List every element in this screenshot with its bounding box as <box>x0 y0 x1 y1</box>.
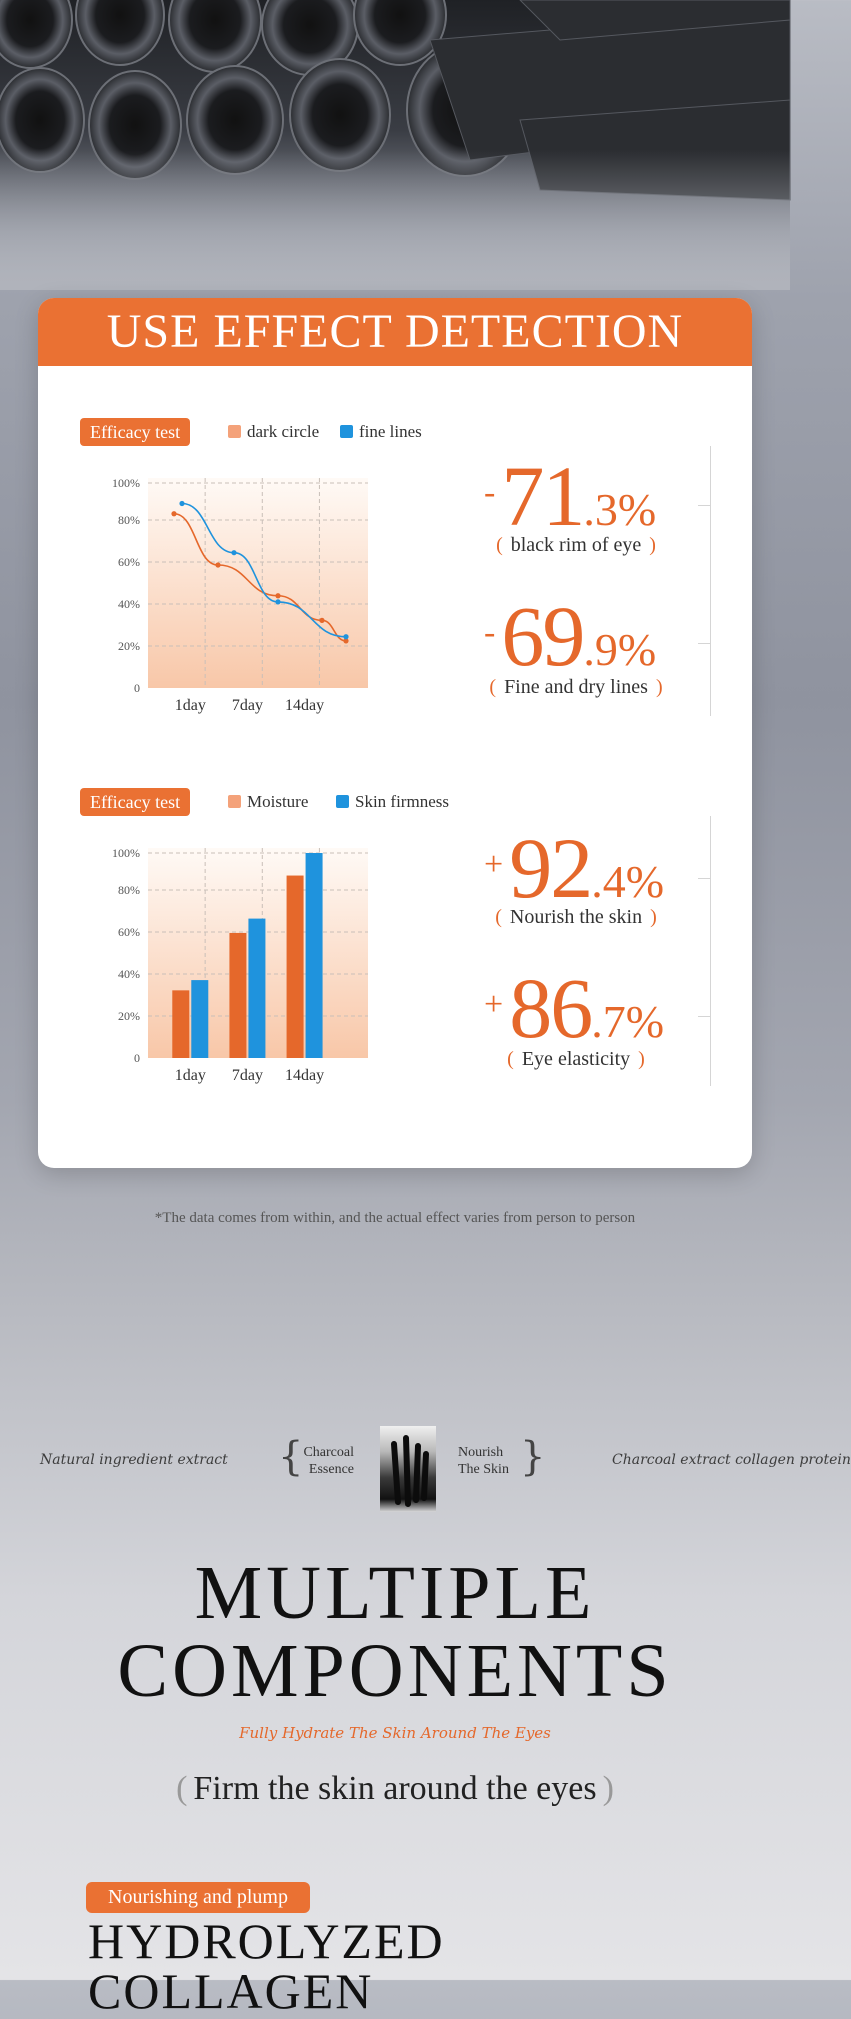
stat-fine-lines <box>484 586 656 686</box>
bar-chart <box>78 828 398 1098</box>
bar <box>172 990 189 1058</box>
stat-black-rim <box>484 446 656 546</box>
brace-close: } <box>520 1434 546 1480</box>
data-point <box>231 550 236 555</box>
nourishing-pill: Nourishing and plump <box>86 1882 310 1913</box>
data-point <box>343 634 348 639</box>
stat-divider <box>710 816 711 1086</box>
legend-label: Moisture <box>247 792 309 811</box>
bracket-open: ( <box>507 1048 514 1070</box>
divider-tick <box>698 505 710 506</box>
stat-elasticity <box>484 958 664 1058</box>
caption-fine-lines <box>456 676 696 699</box>
stat-sign: - <box>484 474 496 511</box>
data-point <box>319 618 324 623</box>
y-tick-label: 40% <box>118 597 140 611</box>
bracket-open: ( <box>489 676 497 698</box>
hero-charcoal-image <box>0 0 790 290</box>
data-point <box>171 511 176 516</box>
legend-label: fine lines <box>359 422 422 441</box>
stat-nourish <box>484 818 664 918</box>
legend-skin-firmness <box>336 792 449 812</box>
label-line: Essence <box>308 1462 354 1477</box>
charcoal-thumbnail <box>380 1426 436 1512</box>
data-point <box>215 562 220 567</box>
card-header <box>38 298 752 366</box>
script-natural-ingredient: Natural ingredient extract <box>40 1452 228 1468</box>
legend-swatch-orange <box>228 795 241 808</box>
stat-divider <box>710 446 711 716</box>
bracket-close: ) <box>650 906 657 928</box>
y-tick-label: 40% <box>118 967 140 981</box>
stat-integer: 86 <box>509 960 592 1056</box>
bar <box>191 980 208 1058</box>
legend-swatch-blue <box>340 425 353 438</box>
x-tick-label: 1day <box>174 697 206 714</box>
legend-label: dark circle <box>247 422 320 441</box>
x-tick-label: 7day <box>231 697 263 714</box>
caption-text: black rim of eye <box>510 534 642 556</box>
ingredient-line: HYDROLYZED <box>88 1913 445 1969</box>
legend-dark-circle <box>228 422 319 442</box>
x-tick-label: 14day <box>285 697 325 714</box>
caption-black-rim <box>456 534 696 557</box>
stat-decimal: .4% <box>591 856 665 907</box>
y-tick-label: 100% <box>112 846 140 860</box>
data-point <box>179 501 184 506</box>
y-tick-label: 20% <box>118 639 140 653</box>
bar <box>287 876 304 1058</box>
bracket-open: ( <box>176 1770 188 1807</box>
label-line: Nourish <box>458 1445 504 1460</box>
script-subtitle: Fully Hydrate The Skin Around The Eyes <box>239 1724 551 1742</box>
card-title: USE EFFECT DETECTION <box>106 305 684 358</box>
title-multiple: MULTIPLE <box>194 1551 596 1635</box>
bracket-open: ( <box>495 906 502 928</box>
stat-sign: + <box>484 846 504 883</box>
x-tick-label: 1day <box>174 1067 206 1084</box>
legend-fine-lines <box>340 422 422 442</box>
effect-detection-card <box>38 298 752 1168</box>
bar <box>229 933 246 1058</box>
bar <box>306 853 323 1058</box>
ingredient-title <box>88 1913 445 2019</box>
bracket-close: ) <box>649 534 656 556</box>
label-nourish-skin <box>458 1444 518 1478</box>
y-tick-label: 20% <box>118 1009 140 1023</box>
x-tick-label: 7day <box>231 1067 263 1084</box>
y-tick-label: 60% <box>118 925 140 939</box>
y-tick-label: 0 <box>134 681 140 695</box>
caption-elasticity <box>456 1048 696 1071</box>
legend-label: Skin firmness <box>355 792 449 811</box>
y-tick-label: 80% <box>118 513 140 527</box>
stat-sign: - <box>484 614 496 651</box>
efficacy-test-tag: Efficacy test <box>80 788 190 816</box>
bracket-close: ) <box>638 1048 645 1070</box>
caption-text: Eye elasticity <box>521 1048 631 1070</box>
caption-text: Nourish the skin <box>509 906 643 928</box>
subtitle-text: Firm the skin around the eyes <box>193 1770 597 1807</box>
divider-tick <box>698 878 710 879</box>
stat-decimal: .7% <box>591 996 665 1047</box>
legend-swatch-blue <box>336 795 349 808</box>
charcoal-sticks-illustration <box>0 0 790 290</box>
footnote: *The data comes from within, and the actual effect varies from person to person <box>154 1210 636 1226</box>
script-charcoal-extract: Charcoal extract collagen protein <box>612 1452 851 1468</box>
data-point <box>275 593 280 598</box>
caption-text: Fine and dry lines <box>504 676 648 698</box>
legend-moisture <box>228 792 308 812</box>
bar <box>248 919 265 1058</box>
divider-tick <box>698 643 710 644</box>
stat-integer: 69 <box>501 588 584 684</box>
stat-integer: 71 <box>501 448 584 544</box>
y-tick-label: 60% <box>118 555 140 569</box>
brace-open: { <box>278 1434 304 1480</box>
legend-swatch-orange <box>228 425 241 438</box>
title-components: COMPONENTS <box>117 1629 673 1713</box>
divider-tick <box>698 1016 710 1017</box>
x-tick-label: 14day <box>285 1067 325 1084</box>
y-tick-label: 100% <box>112 476 140 490</box>
ingredient-line: COLLAGEN <box>88 1963 374 2019</box>
bracket-close: ) <box>602 1770 614 1807</box>
label-line: The Skin <box>458 1462 509 1477</box>
bracket-open: ( <box>496 534 503 556</box>
stat-decimal: .9% <box>583 624 657 675</box>
stat-sign: + <box>484 986 504 1023</box>
efficacy-test-tag: Efficacy test <box>80 418 190 446</box>
label-charcoal-essence <box>302 1444 354 1478</box>
line-chart <box>78 458 398 728</box>
data-point <box>275 599 280 604</box>
charcoal-thumbnail-icon <box>380 1426 436 1512</box>
bracket-close: ) <box>655 676 663 698</box>
caption-nourish <box>456 906 696 929</box>
y-tick-label: 80% <box>118 883 140 897</box>
subtitle-firm <box>0 1770 790 1808</box>
stat-decimal: .3% <box>583 484 657 535</box>
stat-integer: 92 <box>509 820 592 916</box>
label-line: Charcoal <box>303 1445 354 1460</box>
y-tick-label: 0 <box>134 1051 140 1065</box>
